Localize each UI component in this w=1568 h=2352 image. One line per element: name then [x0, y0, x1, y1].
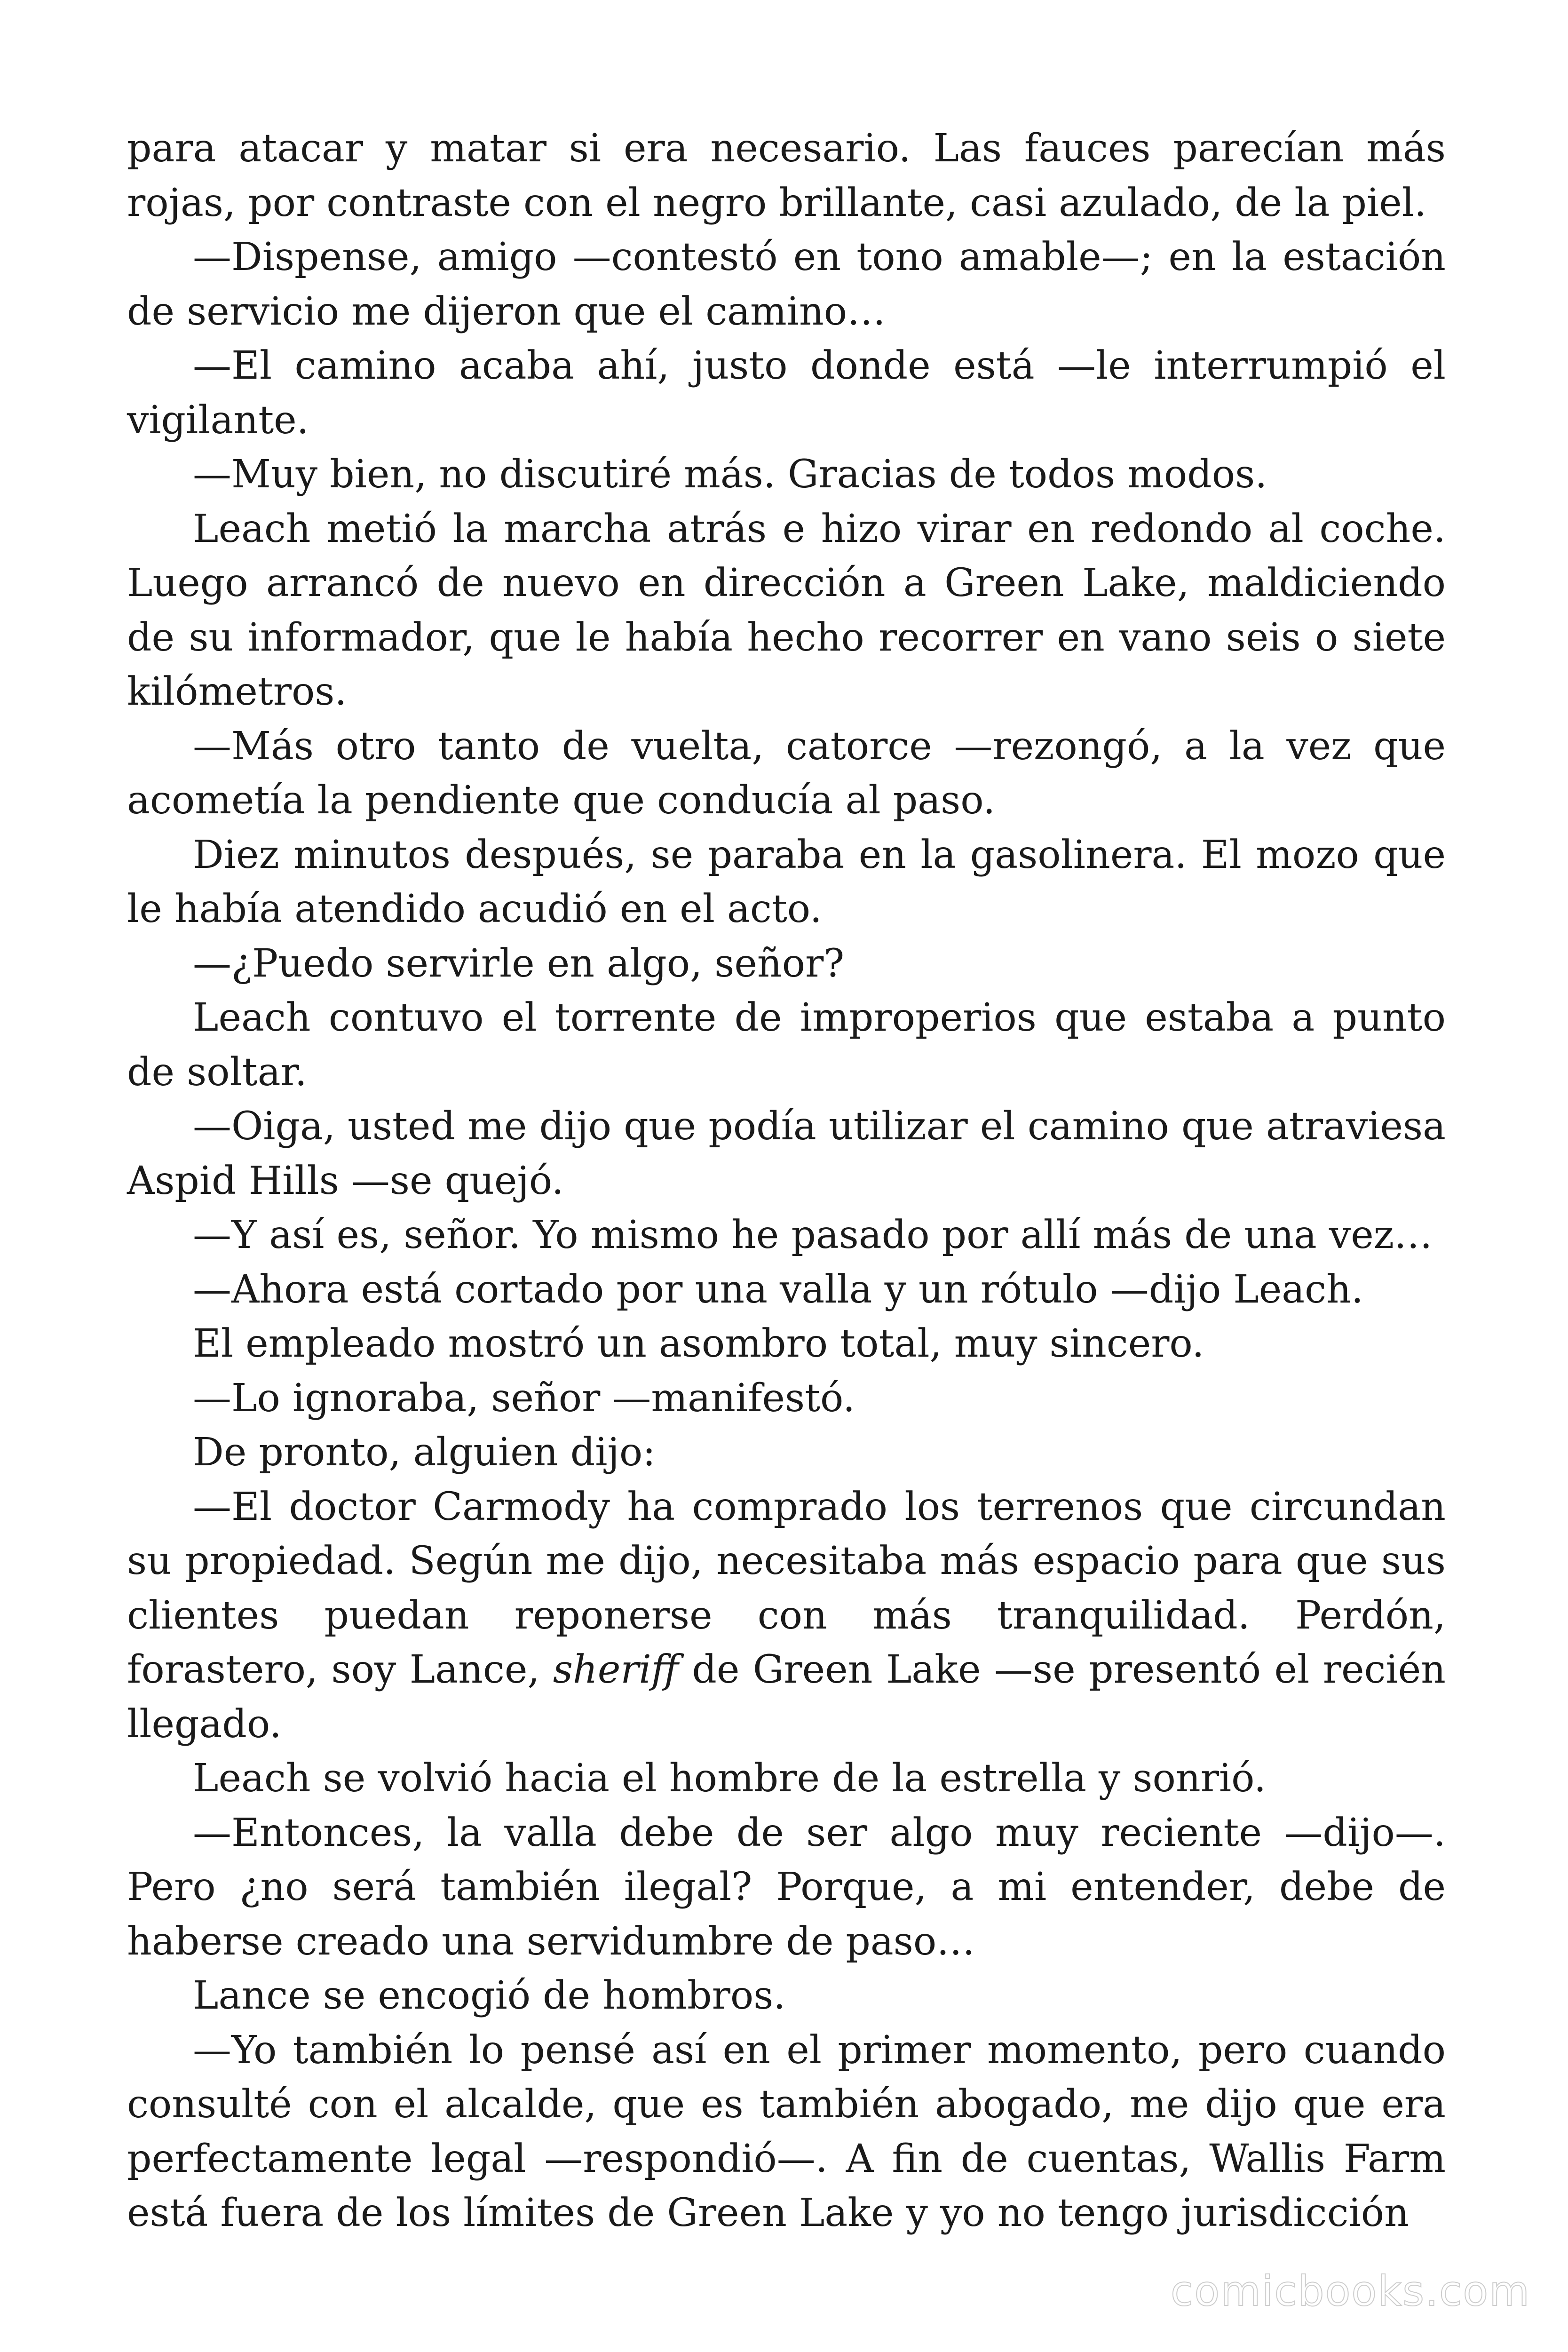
paragraph-16-italic-sheriff: sheriff [553, 1647, 679, 1692]
paragraph-6: —Más otro tanto de vuelta, catorce —rezongó, a la vez que acometía la pendiente que conducía al paso. [127, 723, 1446, 823]
paragraph-16-text-before: —El doctor Carmody ha comprado los terrenos que circundan su propiedad. Según me dijo, necesitaba más espacio para que sus clientes puedan reponerse con más tranquilidad. Perdón, forastero, soy Lance, [127, 1484, 1446, 1692]
paragraph-20: —Yo también lo pensé así en el primer momento, pero cuando consulté con el alcalde, que es también abogado, me dijo que era perfectamente legal —respondió—. A fin de cuentas, Wallis Farm está fuera de los límites de Green Lake y yo no tengo jurisdicción [127, 2027, 1446, 2235]
paragraph-15: De pronto, alguien dijo: [193, 1430, 656, 1475]
paragraph-8: —¿Puedo servirle en algo, señor? [193, 941, 845, 986]
paragraph-9: Leach contuvo el torrente de improperios que estaba a punto de soltar. [127, 995, 1446, 1095]
watermark: comicbooks.com [1170, 2267, 1530, 2315]
paragraph-18: —Entonces, la valla debe de ser algo muy reciente —dijo—. Pero ¿no será también ilegal? Porque, a mi entender, debe de haberse creado una servidumbre de paso… [127, 1810, 1446, 1964]
paragraph-1: para atacar y matar si era necesario. Las fauces parecían más rojas, por contraste con el negro brillante, casi azulado, de la piel. [127, 126, 1446, 225]
paragraph-17: Leach se volvió hacia el hombre de la estrella y sonrió. [193, 1756, 1267, 1801]
paragraph-14: —Lo ignoraba, señor —manifestó. [193, 1375, 855, 1421]
paragraph-2: —Dispense, amigo —contestó en tono amable—; en la estación de servicio me dijeron que el camino… [127, 235, 1446, 334]
paragraph-11: —Y así es, señor. Yo mismo he pasado por allí más de una vez… [193, 1213, 1433, 1257]
paragraph-5: Leach metió la marcha atrás e hizo virar en redondo al coche. Luego arrancó de nuevo en dirección a Green Lake, maldiciendo de su informador, que le había hecho recorrer en vano seis o siete kilómetros. [127, 506, 1446, 714]
paragraph-10: —Oiga, usted me dijo que podía utilizar el camino que atraviesa Aspid Hills —se quejó. [127, 1104, 1446, 1203]
paragraph-4: —Muy bien, no discutiré más. Gracias de todos modos. [193, 452, 1267, 497]
paragraph-3: —El camino acaba ahí, justo donde está —le interrumpió el vigilante. [127, 343, 1446, 443]
paragraph-19: Lance se encogió de hombros. [193, 1973, 786, 2018]
paragraph-16 [127, 1480, 1446, 1752]
paragraph-13: El empleado mostró un asombro total, muy sincero. [193, 1321, 1204, 1366]
paragraph-12: —Ahora está cortado por una valla y un rótulo —dijo Leach. [193, 1267, 1363, 1312]
paragraph-7: Diez minutos después, se paraba en la gasolinera. El mozo que le había atendido acudió en el acto. [127, 832, 1446, 931]
page-body [127, 121, 1446, 2235]
paragraph-16-text-after: de Green Lake —se presentó el recién llegado. [127, 1647, 1446, 1747]
